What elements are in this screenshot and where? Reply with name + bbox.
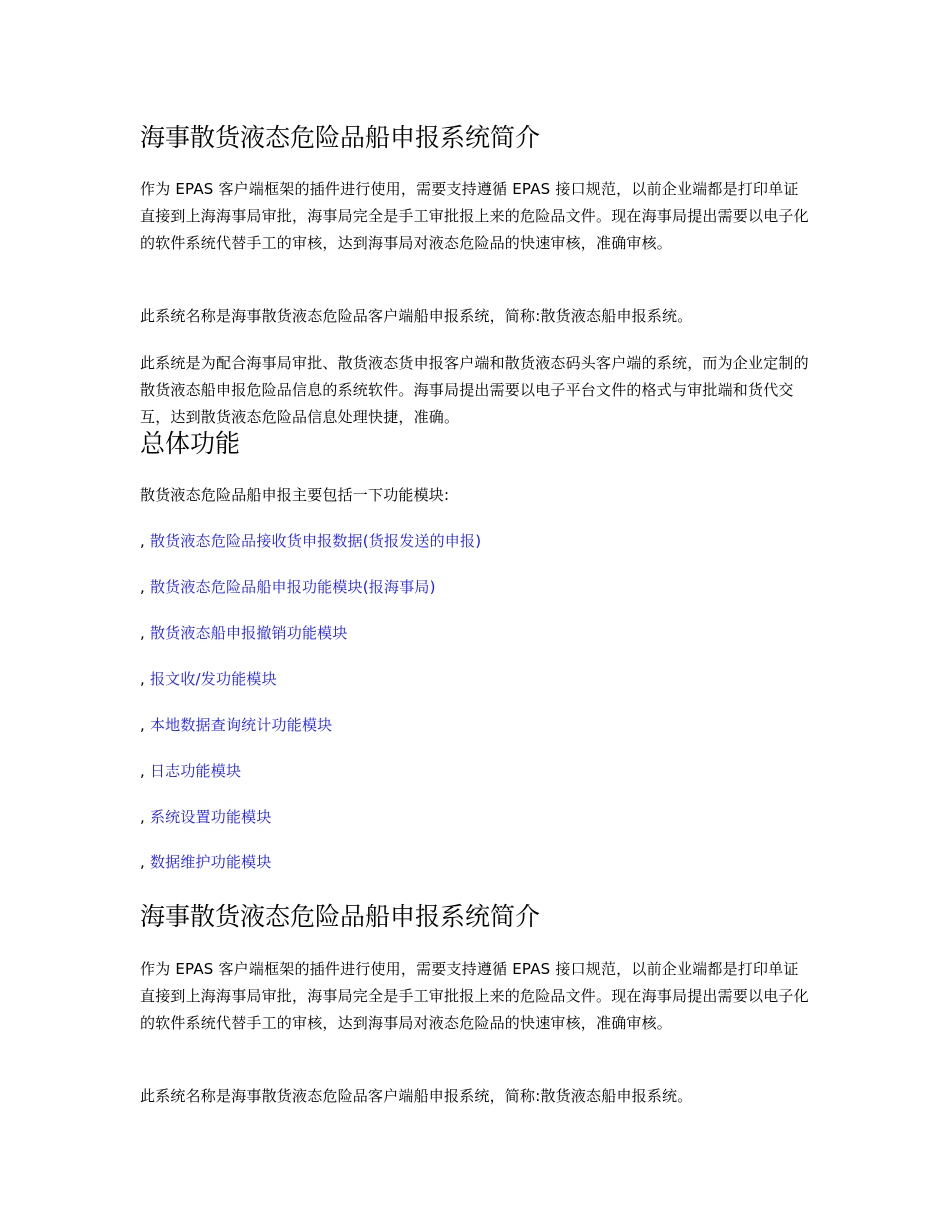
module-link[interactable]: 报文收/发功能模块 xyxy=(149,670,277,688)
module-item[interactable] xyxy=(140,850,272,874)
section-title-intro: 海事散货液态危险品船申报系统简介 xyxy=(140,123,541,152)
module-item[interactable] xyxy=(140,575,436,599)
module-item[interactable] xyxy=(140,529,481,553)
module-link[interactable]: 散货液态危险品接收货申报数据(货报发送的申报) xyxy=(149,532,482,550)
module-link[interactable]: 本地数据查询统计功能模块 xyxy=(149,716,333,734)
module-item[interactable] xyxy=(140,621,348,645)
intro-paragraph-2: 此系统名称是海事散货液态危险品客户端船申报系统，简称:散货液态船申报系统。 xyxy=(140,307,693,325)
intro-paragraph-1: 作为 EPAS 客户端框架的插件进行使用，需要支持遵循 EPAS 接口规范，以前企业端都是打印单证直接到上海海事局审批，海事局完全是手工审批报上来的危险品文件。现在海事局提出需要以电子化的软件系统代替手工的审核，达到海事局对液态危险品的快速审核，准确审核。 xyxy=(140,180,809,252)
bullet-comma: , xyxy=(140,853,145,871)
bullet-comma: , xyxy=(140,624,145,642)
module-link[interactable]: 数据维护功能模块 xyxy=(149,853,272,871)
bullet-comma: , xyxy=(140,578,145,596)
module-item[interactable] xyxy=(140,805,272,829)
module-link[interactable]: 散货液态船申报撤销功能模块 xyxy=(149,624,348,642)
module-link[interactable]: 日志功能模块 xyxy=(149,762,242,780)
repeat-paragraph-1: 作为 EPAS 客户端框架的插件进行使用，需要支持遵循 EPAS 接口规范，以前企业端都是打印单证直接到上海海事局审批，海事局完全是手工审批报上来的危险品文件。现在海事局提出需要以电子化的软件系统代替手工的审核，达到海事局对液态危险品的快速审核，准确审核。 xyxy=(140,960,809,1032)
bullet-comma: , xyxy=(140,808,145,826)
bullet-comma: , xyxy=(140,670,145,688)
module-link[interactable]: 散货液态危险品船申报功能模块(报海事局) xyxy=(149,578,436,596)
bullet-comma: , xyxy=(140,762,145,780)
module-link[interactable]: 系统设置功能模块 xyxy=(149,808,272,826)
module-item[interactable] xyxy=(140,759,241,783)
module-item[interactable] xyxy=(140,667,277,691)
functions-intro: 散货液态危险品船申报主要包括一下功能模块: xyxy=(140,486,450,504)
repeat-paragraph-2: 此系统名称是海事散货液态危险品客户端船申报系统，简称:散货液态船申报系统。 xyxy=(140,1087,693,1105)
bullet-comma: , xyxy=(140,532,145,550)
section-title-functions: 总体功能 xyxy=(140,429,241,458)
intro-paragraph-3: 此系统是为配合海事局审批、散货液态货申报客户端和散货液态码头客户端的系统，而为企业定制的散货液态船申报危险品信息的系统软件。海事局提出需要以电子平台文件的格式与审批端和货代交互，达到散货液态危险品信息处理快捷，准确。 xyxy=(140,354,809,426)
bullet-comma: , xyxy=(140,716,145,734)
module-item[interactable] xyxy=(140,713,332,737)
section-title-intro-repeat: 海事散货液态危险品船申报系统简介 xyxy=(140,902,541,931)
